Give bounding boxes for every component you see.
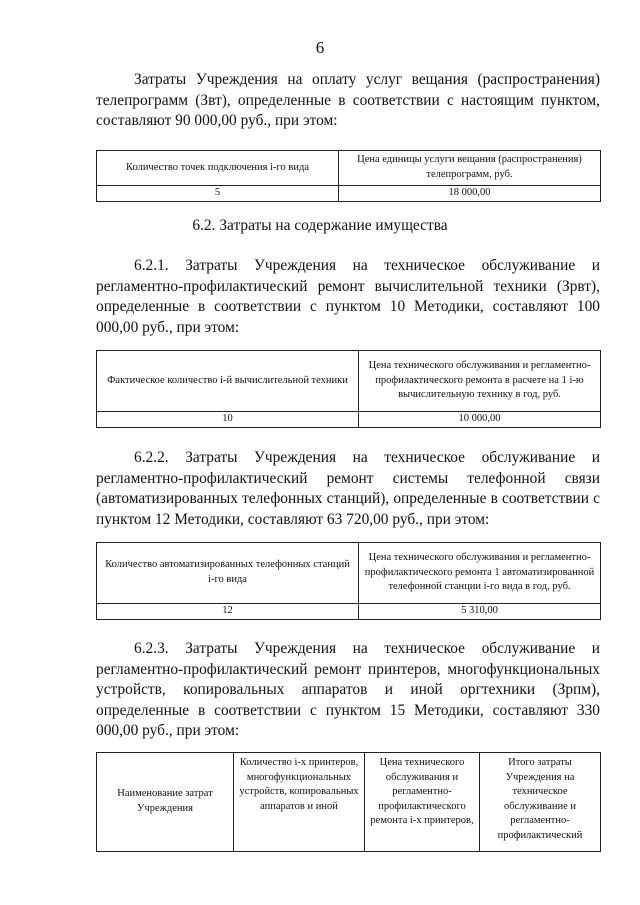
table-cell: 5 310,00 [359, 604, 601, 620]
table-row [97, 412, 601, 428]
section-heading: 6.2. Затраты на содержание имущества [192, 217, 448, 234]
section-6-2-3-paragraph: 6.2.3. Затраты Учреждения на техническое обслуживание и регламентно-профилактический ремонт принтеров, многофункциональных устройств, копировальных аппаратов и иной оргтехники (Зрпм), определенные в соответствии с пунктом 15 Методики, составляют 330 000,00 руб., при этом: [96, 640, 600, 739]
table-cell: 5 [97, 186, 339, 202]
computer-maintenance-table [96, 350, 601, 428]
section-6-2-2-paragraph: 6.2.2. Затраты Учреждения на техническое обслуживание и регламентно-профилактический ремонт системы телефонной связи (автоматизированных телефонных станций), определенные в соответствии с пунктом 12 Методики, составляют 63 720,00 руб., при этом: [96, 449, 600, 528]
table-header-row [97, 753, 601, 852]
table-header-cell: Количество автоматизированных телефонных станций i-го вида [97, 543, 359, 604]
table-header-cell: Цена технического обслуживания и регламентно-профилактического ремонта в расчете на 1 i-ю вычислительную технику в год, руб. [359, 351, 601, 412]
table-cell: 18 000,00 [339, 186, 601, 202]
table-header-cell: Количество точек подключения i-го вида [97, 151, 339, 186]
section-6-2-1-paragraph: 6.2.1. Затраты Учреждения на техническое обслуживание и регламентно-профилактический ремонт вычислительной техники (Зрвт), определенные в соответствии с пунктом 10 Методики, составляют 100 000,00 руб., при этом: [96, 257, 600, 336]
table-cell: 12 [97, 604, 359, 620]
table-header-cell: Цена единицы услуги вещания (распространения) телепрограмм, руб. [339, 151, 601, 186]
table-header-cell: Количество i-х принтеров, многофункциональных устройств, копировальных аппаратов и иной [234, 753, 365, 852]
table-header-row [97, 351, 601, 412]
broadcast-table [96, 150, 601, 202]
table-header-cell: Цена технического обслуживания и регламентно-профилактического ремонта i-х принтеров, [365, 753, 480, 852]
table-header-cell: Фактическое количество i-й вычислительной техники [97, 351, 359, 412]
page-number: 6 [315, 38, 325, 57]
table-header-cell: Наименование затрат Учреждения [97, 753, 234, 852]
intro-paragraph: Затраты Учреждения на оплату услуг вещания (распространения) телепрограмм (Звт), определенные в соответствии с настоящим пунктом, составляют 90 000,00 руб., при этом: [96, 71, 600, 129]
table-header-row [97, 151, 601, 186]
table-cell: 10 [97, 412, 359, 428]
table-row [97, 186, 601, 202]
table-header-cell: Цена технического обслуживания и регламентно-профилактического ремонта 1 автоматизированной телефонной станции i-го вида в год, руб. [359, 543, 601, 604]
phone-station-table [96, 542, 601, 620]
office-equipment-table [96, 752, 601, 852]
table-header-cell: Итого затраты Учреждения на техническое обслуживание и регламентно-профилактический [480, 753, 601, 852]
table-cell: 10 000,00 [359, 412, 601, 428]
table-header-row [97, 543, 601, 604]
table-row [97, 604, 601, 620]
